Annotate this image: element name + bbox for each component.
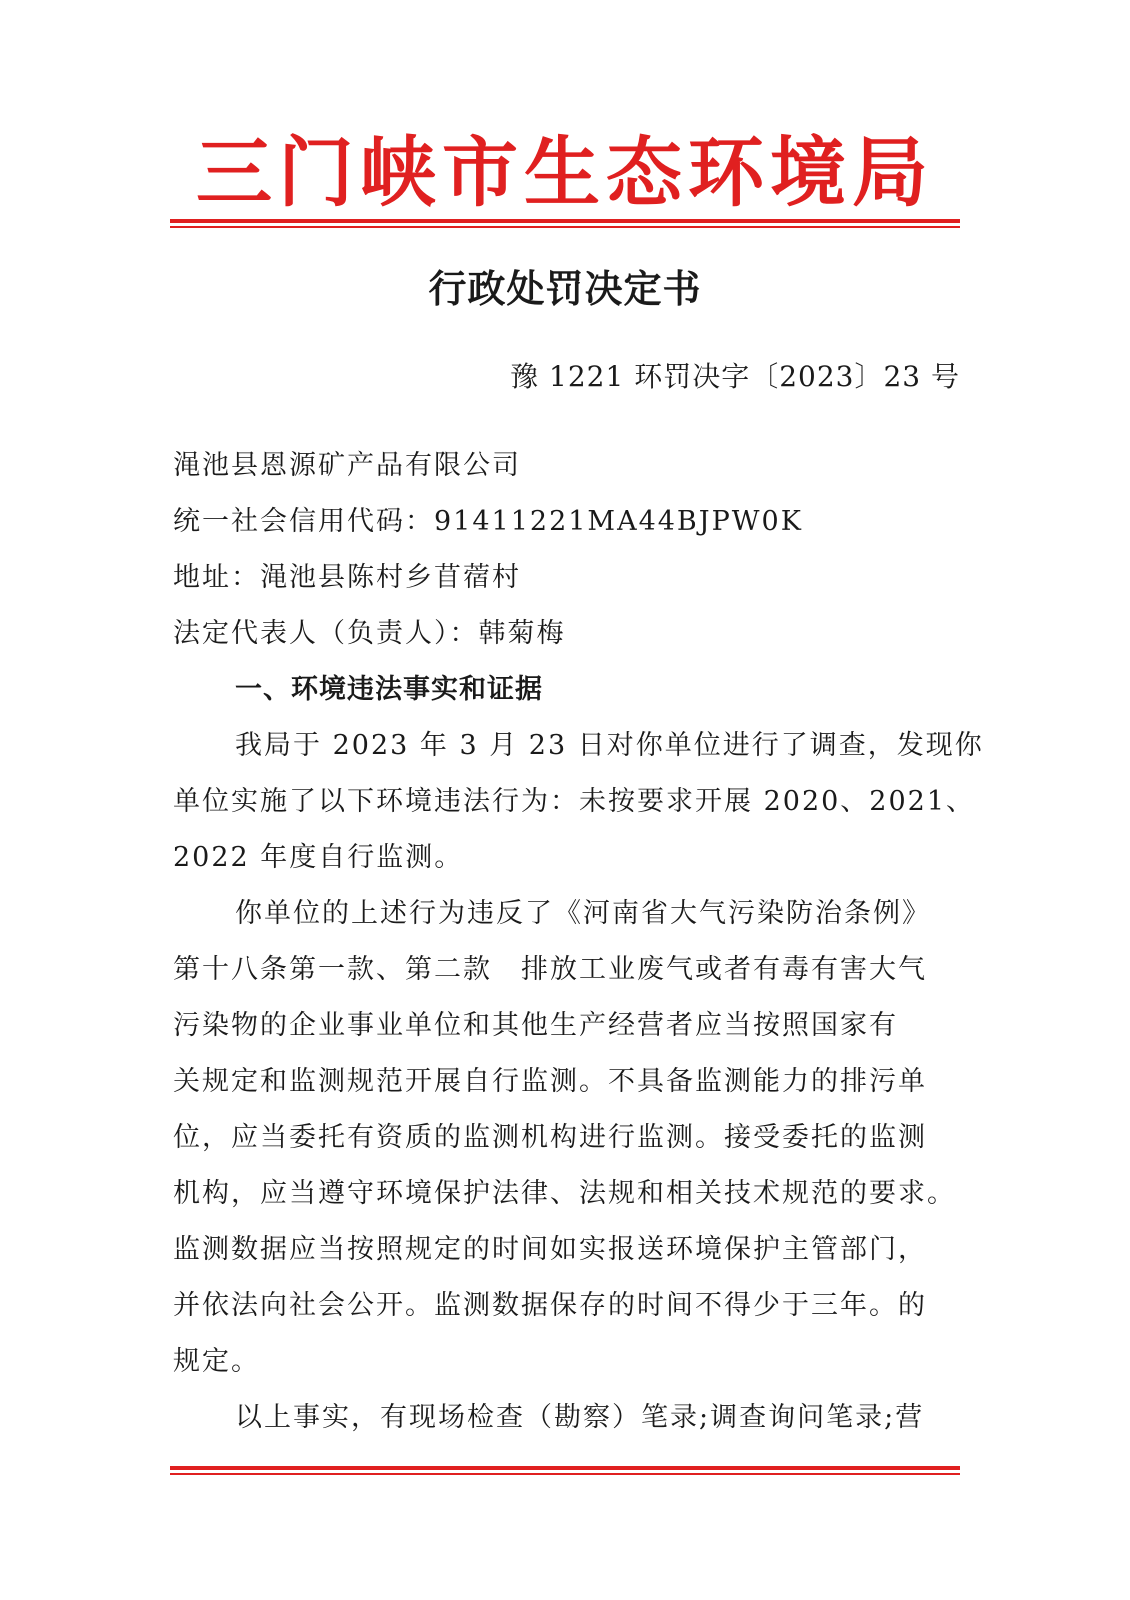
paragraph-line: 你单位的上述行为违反了《河南省大气污染防治条例》 [235, 898, 931, 929]
rule-thick-line [170, 1466, 960, 1470]
document-title: 行政处罚决定书 [428, 266, 702, 311]
document-number: 豫 1221 环罚决字〔2023〕23 号 [510, 360, 960, 393]
agency-header-title: 三门峡市生态环境局 [196, 128, 934, 217]
paragraph-line: 并依法向社会公开。监测数据保存的时间不得少于三年。的 [173, 1290, 927, 1321]
paragraph-line: 污染物的企业事业单位和其他生产经营者应当按照国家有 [173, 1010, 898, 1041]
paragraph-line: 机构，应当遵守环境保护法律、法规和相关技术规范的要求。 [173, 1178, 956, 1209]
paragraph-line: 规定。 [173, 1346, 260, 1377]
paragraph-violation [173, 886, 960, 1390]
paragraph-investigation [173, 718, 984, 886]
paragraph-line: 2022 年度自行监测。 [173, 842, 464, 873]
party-credit-code: 统一社会信用代码：91411221MA44BJPW0K [173, 506, 803, 537]
rule-thick-line [170, 219, 960, 223]
paragraph-line: 以上事实，有现场检查（勘察）笔录;调查询问笔录;营 [235, 1402, 925, 1433]
rule-thin-line [170, 226, 960, 228]
document-body [173, 438, 984, 1446]
footer-double-rule [170, 1466, 960, 1475]
rule-thin-line [170, 1473, 960, 1475]
paragraph-line: 监测数据应当按照规定的时间如实报送环境保护主管部门， [173, 1234, 927, 1265]
paragraph-line: 第十八条第一款、第二款 排放工业废气或者有毒有害大气 [173, 954, 927, 985]
party-address: 地址：渑池县陈村乡苜蓿村 [173, 562, 521, 593]
paragraph-line: 关规定和监测规范开展自行监测。不具备监测能力的排污单 [173, 1066, 927, 1097]
paragraph-line: 单位实施了以下环境违法行为：未按要求开展 2020、2021、 [173, 786, 976, 817]
party-name: 渑池县恩源矿产品有限公司 [173, 450, 521, 481]
paragraph-line: 我局于 2023 年 3 月 23 日对你单位进行了调查，发现你 [235, 730, 984, 761]
party-legal-representative: 法定代表人（负责人）：韩菊梅 [173, 618, 566, 649]
section-heading: 一、环境违法事实和证据 [235, 674, 543, 705]
header-double-rule [170, 219, 960, 228]
paragraph-line: 位，应当委托有资质的监测机构进行监测。接受委托的监测 [173, 1122, 927, 1153]
paragraph-evidence [173, 1390, 960, 1446]
